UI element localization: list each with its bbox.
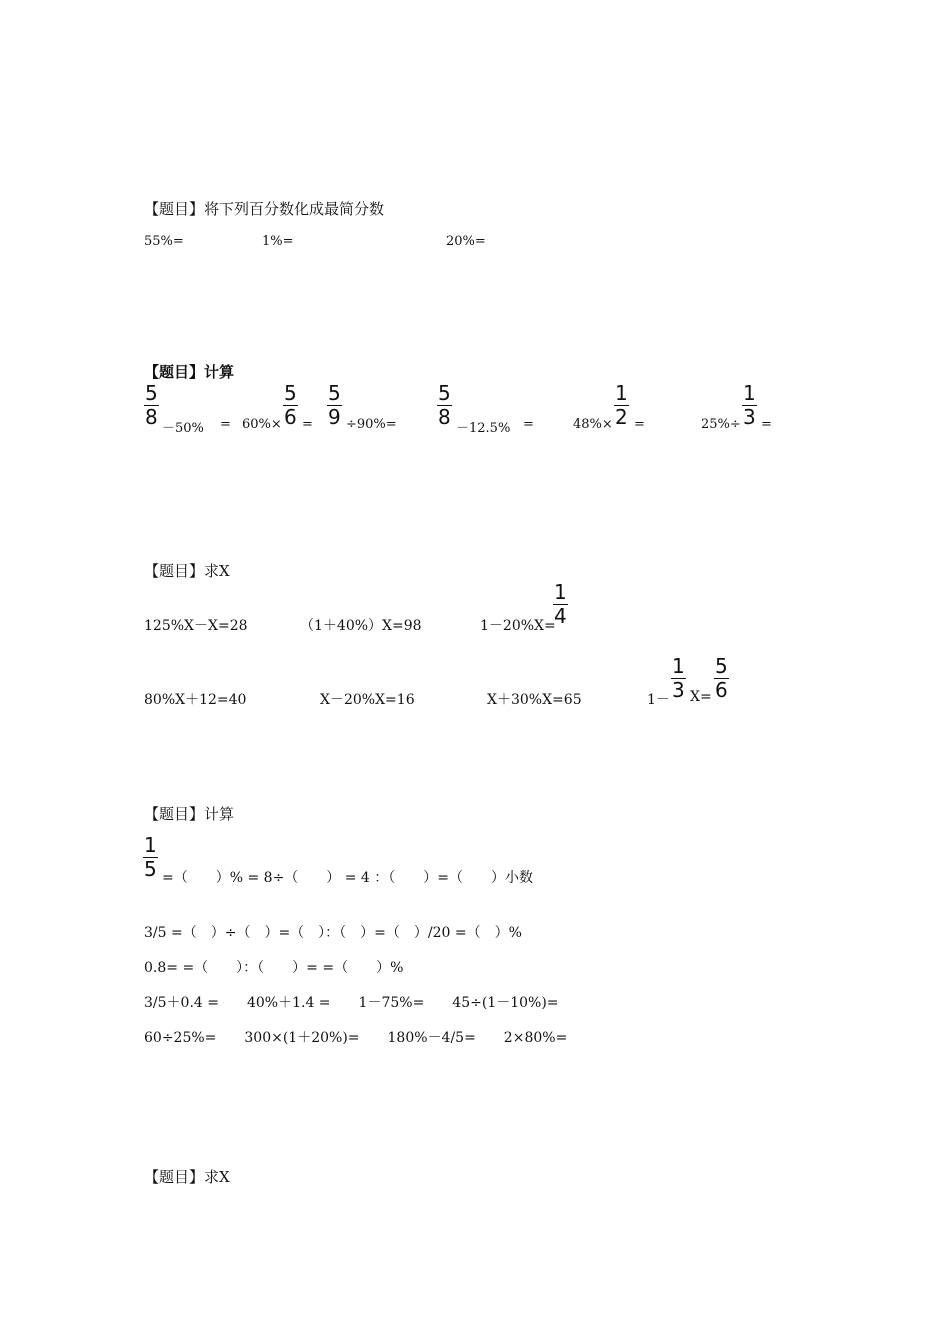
fraction xyxy=(143,835,158,880)
fraction xyxy=(283,383,298,428)
expr-text: 60%× xyxy=(242,417,282,432)
equals-sign: = xyxy=(523,417,534,432)
section1-title: 【题目】将下列百分数化成最简分数 xyxy=(144,200,385,218)
equation: 1－ xyxy=(647,692,670,708)
s1-item-2: 1%= xyxy=(262,234,294,249)
fraction-denominator: 9 xyxy=(328,405,341,429)
fraction xyxy=(553,582,568,627)
fraction-denominator: 5 xyxy=(144,857,157,881)
fraction-numerator: 1 xyxy=(672,654,685,678)
equation: 125%X－X=28 xyxy=(144,618,248,634)
equals-sign: = xyxy=(302,417,313,432)
equation: 1－20%X= xyxy=(480,618,556,634)
fraction xyxy=(742,383,757,428)
equation: X－20%X=16 xyxy=(320,692,415,708)
calc-line: 60÷25%= 300×(1＋20%)= 180%－4/5= 2×80%= xyxy=(144,1030,568,1046)
expr-text: ÷90%= xyxy=(346,417,397,432)
fraction xyxy=(671,656,686,701)
section2-title: 【题目】计算 xyxy=(144,363,235,381)
fraction-denominator: 8 xyxy=(438,405,451,429)
fill-blank-line: 0.8= =（ ）：（ ）= =（ ）% xyxy=(144,960,404,976)
fraction-numerator: 5 xyxy=(715,654,728,678)
equals-sign: = xyxy=(220,417,231,432)
expr-text: －50% xyxy=(162,421,204,436)
section3-title: 【题目】求X xyxy=(144,562,230,580)
fraction xyxy=(327,383,342,428)
fraction-denominator: 3 xyxy=(743,405,756,429)
expr-text: －12.5% xyxy=(456,421,511,436)
fraction-denominator: 3 xyxy=(672,678,685,702)
calc-line: 3/5＋0.4 = 40%＋1.4 = 1－75%= 45÷(1－10%)= xyxy=(144,995,559,1011)
fill-blank-line: =（ ）% = 8÷（ ） = 4 ：（ ）=（ ）小数 xyxy=(162,870,534,886)
fraction xyxy=(144,383,159,428)
equation: X= xyxy=(690,689,712,705)
equation: （1＋40%）X=98 xyxy=(300,618,422,634)
fraction xyxy=(437,383,452,428)
fraction-denominator: 4 xyxy=(554,604,567,628)
fill-blank-line: 3/5 =（ ）÷（ ）=（ ）：（ ）=（ ）/20 =（ ）% xyxy=(144,925,522,941)
fraction-numerator: 1 xyxy=(554,580,567,604)
fraction-numerator: 5 xyxy=(145,381,158,405)
equation: 80%X＋12=40 xyxy=(144,692,247,708)
s1-item-1: 55%= xyxy=(144,234,184,249)
fraction-denominator: 8 xyxy=(145,405,158,429)
fraction-numerator: 1 xyxy=(144,833,157,857)
fraction-numerator: 5 xyxy=(284,381,297,405)
equation: X＋30%X=65 xyxy=(487,692,582,708)
fraction xyxy=(714,656,729,701)
fraction-denominator: 6 xyxy=(284,405,297,429)
equals-sign: = xyxy=(634,417,645,432)
fraction-denominator: 2 xyxy=(615,405,628,429)
expr-text: 48%× xyxy=(573,417,613,432)
section5-title: 【题目】求X xyxy=(144,1168,230,1186)
s1-item-3: 20%= xyxy=(446,234,486,249)
section4-title: 【题目】计算 xyxy=(144,805,235,823)
fraction-numerator: 1 xyxy=(743,381,756,405)
fraction-numerator: 5 xyxy=(438,381,451,405)
fraction-numerator: 5 xyxy=(328,381,341,405)
equals-sign: = xyxy=(761,417,772,432)
fraction-numerator: 1 xyxy=(615,381,628,405)
expr-text: 25%÷ xyxy=(701,417,741,432)
fraction xyxy=(614,383,629,428)
fraction-denominator: 6 xyxy=(715,678,728,702)
